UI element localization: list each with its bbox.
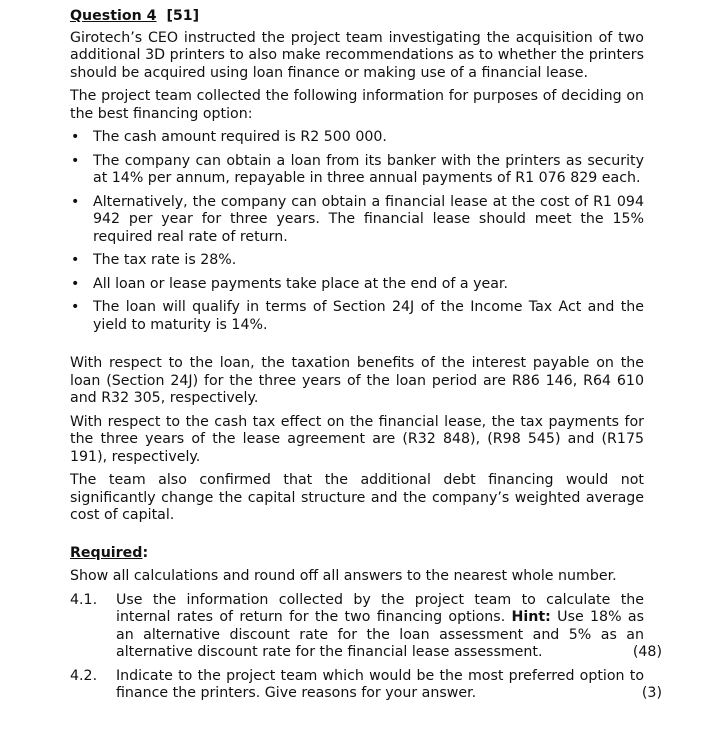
lease-tax-paragraph: With respect to the cash tax effect on the financial lease, the tax payments for the three years of the lease agreement are (R32 848), (R98 545) and (R175 191), respectively. [70,413,644,465]
task-text: Use the information collected by the project team to calculate the internal rates of return for the two financing options. Hint: Use 18% as an alternative discount rate for the loan assessment and 5% as an alternative discount rate for the financial lease assessment. [116,591,644,660]
intro-paragraph-1: Girotech’s CEO instructed the project team investigating the acquisition of two additional 3D printers to also make recommendations as to whether the printers should be acquired using loan finance or making use of a financial lease. [70,29,644,81]
task-4-1 [70,591,662,662]
loan-tax-paragraph: With respect to the loan, the taxation benefits of the interest payable on the loan (Section 24J) for the three years of the loan period are R86 146, R64 610 and R32 305, respectively. [70,355,644,406]
list-item [70,194,644,247]
task-number: 4.1. [70,591,98,608]
bullet-icon: • [71,193,80,210]
list-item-text: Alternatively, the company can obtain a financial lease at the cost of R1 094 942 per year for three years. The financial lease should meet the 15% required real rate of return. [93,193,644,245]
task-4-2 [70,667,662,703]
question-document [70,8,662,709]
list-item [70,299,644,334]
intro-paragraph-2: The project team collected the following information for purposes of deciding on the best financing option: [70,88,644,122]
list-item [70,129,644,147]
required-instruction: Show all calculations and round off all answers to the nearest whole number. [70,568,617,584]
list-item-text: The tax rate is 28%. [93,252,237,268]
question-total-marks: [51] [166,8,200,24]
hint-label: Hint: [511,609,551,625]
task-marks: (3) [641,685,662,701]
question-title: Question 4 [70,8,157,24]
task-text: Indicate to the project team which would be the most preferred option to finance the printers. Give reasons for your answer. [116,667,644,701]
bullet-icon: • [71,129,80,145]
task-number: 4.2. [70,667,98,684]
bullet-icon: • [71,275,80,292]
bullet-icon: • [71,252,80,268]
information-list [70,129,644,334]
question-heading [70,8,644,26]
required-heading: Required: [70,544,149,561]
bullet-icon: • [71,299,80,315]
bullet-icon: • [71,152,80,169]
list-item [70,276,644,294]
capital-structure-paragraph: The team also confirmed that the additional debt financing would not significantly change the capital structure and the company’s weighted average cost of capital. [70,472,644,523]
list-item-text: All loan or lease payments take place at the end of a year. [93,275,508,292]
list-item-text: The loan will qualify in terms of Section 24J of the Income Tax Act and the yield to maturity is 14%. [93,299,644,333]
task-marks: (48) [632,644,662,660]
list-item [70,252,644,270]
list-item-text: The cash amount required is R2 500 000. [93,129,387,145]
list-item [70,153,644,188]
list-item-text: The company can obtain a loan from its banker with the printers as security at 14% per annum, repayable in three annual payments of R1 076 829 each. [93,152,644,186]
